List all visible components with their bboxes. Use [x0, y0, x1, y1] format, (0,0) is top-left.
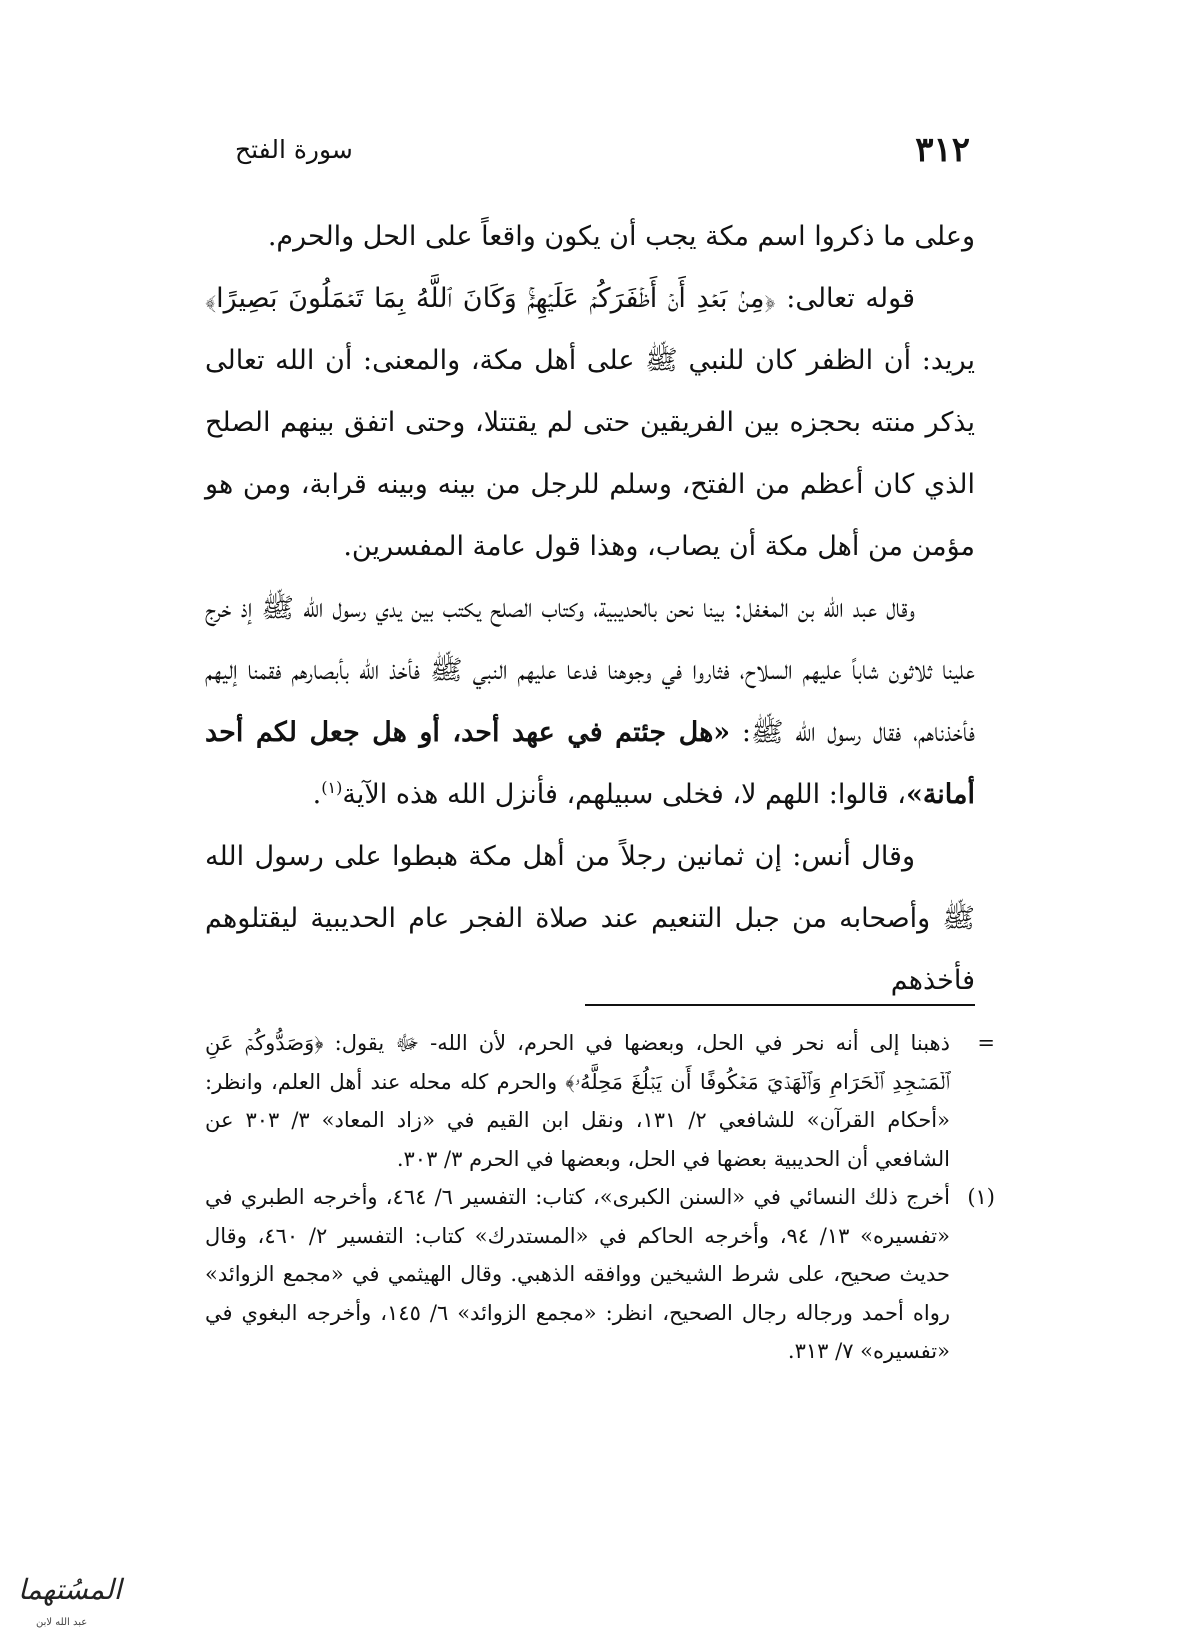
footnote-continuation [205, 1024, 995, 1178]
publisher-logo-sub-text: عبد الله لابن [36, 1617, 88, 1628]
paragraph-3-text-a: وقال عبد الله بن المغفل: بينا نحن بالحديبية، وكتاب الصلح يكتب بين يدي رسول الله ﷺ إذ خرج علينا ثلاثون شاباً عليهم السلاح، فثاروا في وجوهنا فدعا عليهم النبي ﷺ فأخذ الله بأبصارهم فقمنا إليهم فأخذناهم، فقال رسول الله ﷺ: [205, 593, 975, 748]
footnote-1-marker: (١) [967, 1185, 995, 1209]
footnote-continuation-text [205, 1024, 950, 1178]
paragraph-2-lead: قوله تعالى: [786, 283, 915, 314]
footnote-1-text: أخرج ذلك النسائي في «السنن الكبرى»، كتاب: التفسير ٦/ ٤٦٤، وأخرجه الطبري في «تفسيره» ١٣/ ٩٤، وأخرجه الحاكم في «المستدرك» كتاب: التفسير ٢/ ٤٦٠، وقال حديث صحيح، على شرط الشيخين ووافقه الذهبي. وقال الهيثمي في «مجمع الزوائد» رواه أحمد ورجاله رجال الصحيح، انظر: «مجمع الزوائد» ٦/ ١٤٥، وأخرجه البغوي في «تفسيره» ٧/ ٣١٣. [205, 1185, 950, 1363]
page-number: ٣١٢ [915, 130, 970, 170]
paragraph-2-rest: يريد: أن الظفر كان للنبي ﷺ على أهل مكة، والمعنى: أن الله تعالى يذكر منته بحجزه بين الفريقين حتى لم يقتتلا، وحتى اتفق بينهم الصلح الذي كان أعظم من الفتح، وسلم للرجل من بينه وبينه قرابة، ومن هو مؤمن من أهل مكة أن يصاب، وهذا قول عامة المفسرين. [205, 345, 975, 562]
paragraph-3-end: . [312, 779, 322, 810]
paragraph-2 [205, 268, 975, 578]
footnote-continuation-marker: = [977, 1031, 995, 1055]
paragraph-3 [205, 578, 975, 826]
paragraph-4-text: وقال أنس: إن ثمانين رجلاً من أهل مكة هبطوا على رسول الله ﷺ وأصحابه من جبل التنعيم عند صلاة الفجر عام الحديبية ليقتلوهم فأخذهم [205, 841, 975, 996]
footnote-quran-verse: ﴿وَصَدُّوكُمۡ عَنِ ٱلۡمَسۡجِدِ ٱلۡحَرَامِ وَٱلۡهَدۡيَ مَعۡكُوفًا أَن يَبۡلُغَ مَحِلَّهُۥ﴾ [205, 1031, 950, 1094]
footnotes [205, 1024, 995, 1371]
footnote-1 [205, 1178, 995, 1371]
surah-title: سورة الفتح [235, 135, 353, 164]
paragraph-1 [205, 206, 975, 268]
footnote-continuation-text-b: والحرم كله محله عند أهل العلم، وانظر: «أحكام القرآن» للشافعي ٢/ ١٣١، ونقل ابن القيم في «زاد المعاد» ٣/ ٣٠٣ عن الشافعي أن الحديبية بعضها في الحل، وبعضها في الحرم ٣/ ٣٠٣. [205, 1069, 950, 1171]
main-text [205, 206, 975, 1012]
paragraph-3-text-b: ، قالوا: اللهم لا، فخلى سبيلهم، فأنزل الله هذه الآية [342, 779, 906, 810]
publisher-logo [14, 1565, 122, 1645]
footnote-separator [585, 1004, 975, 1006]
hadith-quote: «هل جئتم في عهد أحد، أو هل جعل لكم أحد أمانة» [205, 717, 975, 810]
footnote-reference[interactable]: (١) [321, 778, 343, 797]
publisher-logo-main-text: المسُتهما [18, 1573, 122, 1606]
quran-verse: ﴿مِنۢ بَعۡدِ أَنۡ أَظۡفَرَكُمۡ عَلَيۡهِمۡۚ وَكَانَ ٱللَّهُ بِمَا تَعۡمَلُونَ بَصِيرًا﴾ [205, 283, 776, 314]
paragraph-4 [205, 826, 975, 1012]
footnote-continuation-text-a: ذهبنا إلى أنه نحر في الحل، وبعضها في الحرم، لأن الله- ﷻ يقول: [334, 1031, 950, 1055]
paragraph-1-text: وعلى ما ذكروا اسم مكة يجب أن يكون واقعاً على الحل والحرم. [267, 221, 975, 252]
running-header [235, 128, 970, 172]
